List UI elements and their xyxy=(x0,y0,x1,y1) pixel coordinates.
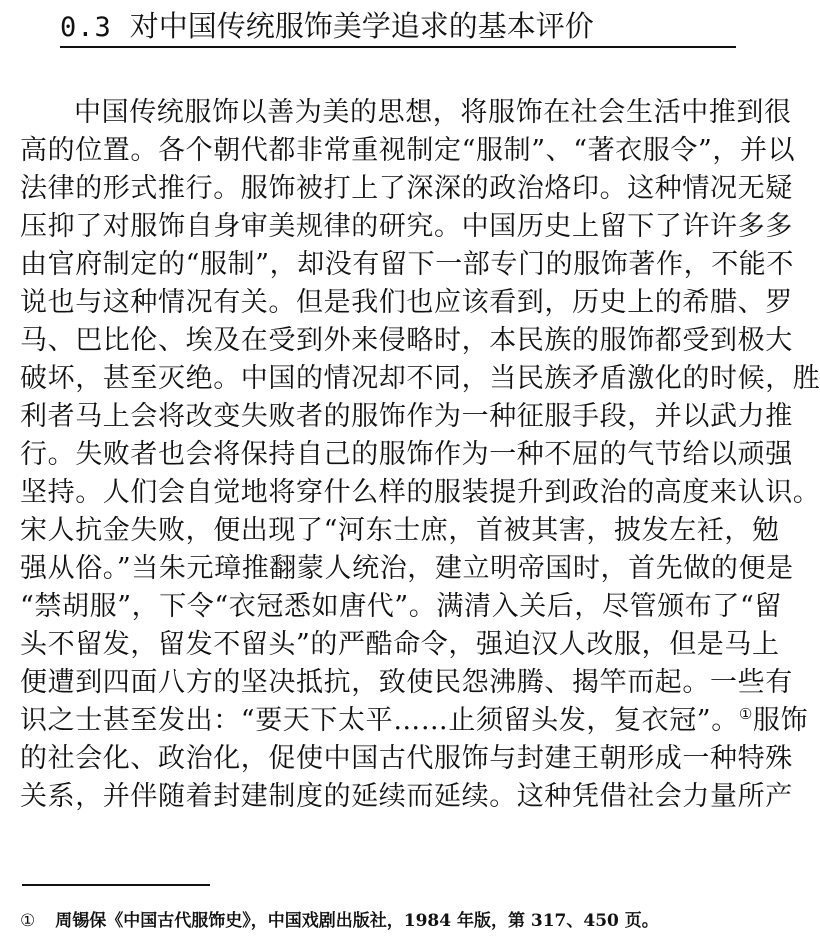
section-number: 0.3 xyxy=(60,12,112,43)
footnote xyxy=(20,908,790,934)
text-line-content: 识之士甚至发出：“要天下太平……止须留头发，复衣冠”。 xyxy=(20,705,739,736)
text-line: 行。失败者也会将保持自己的服饰作为一种不屈的气节给以顽强 xyxy=(20,439,793,470)
text-line: 关系，并伴随着封建制度的延续而延续。这种凭借社会力量所产 xyxy=(20,781,793,812)
text-line: 法律的形式推行。服饰被打上了深深的政治烙印。这种情况无疑 xyxy=(20,173,793,204)
text-line: 宋人抗金失败，便出现了“河东士庶，首被其害，披发左衽，勉 xyxy=(20,515,780,546)
text-line: 的社会化、政治化，促使中国古代服饰与封建王朝形成一种特殊 xyxy=(20,743,793,774)
text-line: “禁胡服”，下令“衣冠悉如唐代”。满清入关后，尽管颁布了“留 xyxy=(20,591,783,622)
section-title: 对中国传统服饰美学追求的基本评价 xyxy=(129,9,594,43)
text-line: 强从俗。”当朱元璋推翻蒙人统治，建立明帝国时，首先做的便是 xyxy=(20,553,794,584)
footnote-divider xyxy=(22,884,210,886)
text-line: 头不留发，留发不留头”的严酷命令，强迫汉人改服，但是马上 xyxy=(20,629,780,660)
footnote-text: 周锡保《中国古代服饰史》，中国戏剧出版社，1984 年版，第 317、450 页。 xyxy=(55,911,659,931)
footnote-marker: ① xyxy=(20,911,36,931)
text-line: 马、巴比伦、埃及在受到外来侵略时，本民族的服饰都受到极大 xyxy=(20,325,793,356)
body-paragraph xyxy=(20,94,820,816)
section-heading xyxy=(60,6,736,48)
text-line: 由官府制定的“服制”，却没有留下一部专门的服饰著作，不能不 xyxy=(20,249,795,280)
text-line: 利者马上会将改变失败者的服饰作为一种征服手段，并以武力推 xyxy=(20,401,793,432)
text-line: 破坏，甚至灭绝。中国的情况却不同，当民族矛盾激化的时候，胜 xyxy=(20,363,820,394)
text-line: 便遭到四面八方的坚决抵抗，致使民怨沸腾、揭竿而起。一些有 xyxy=(20,667,793,698)
text-line: 中国传统服饰以善为美的思想，将服饰在社会生活中推到很 xyxy=(74,97,792,128)
text-line: 压抑了对服饰自身审美规律的研究。中国历史上留下了许许多多 xyxy=(20,211,793,242)
text-line: 坚持。人们会自觉地将穿什么样的服装提升到政治的高度来认识。 xyxy=(20,477,820,508)
text-line-tail: 服饰 xyxy=(752,705,809,736)
text-line: 高的位置。各个朝代都非常重视制定“服制”、“著衣服令”，并以 xyxy=(20,135,796,166)
text-line-with-footnote-ref xyxy=(20,702,809,740)
footnote-reference[interactable]: ① xyxy=(738,705,753,723)
text-line: 说也与这种情况有关。但是我们也应该看到，历史上的希腊、罗 xyxy=(20,287,793,318)
